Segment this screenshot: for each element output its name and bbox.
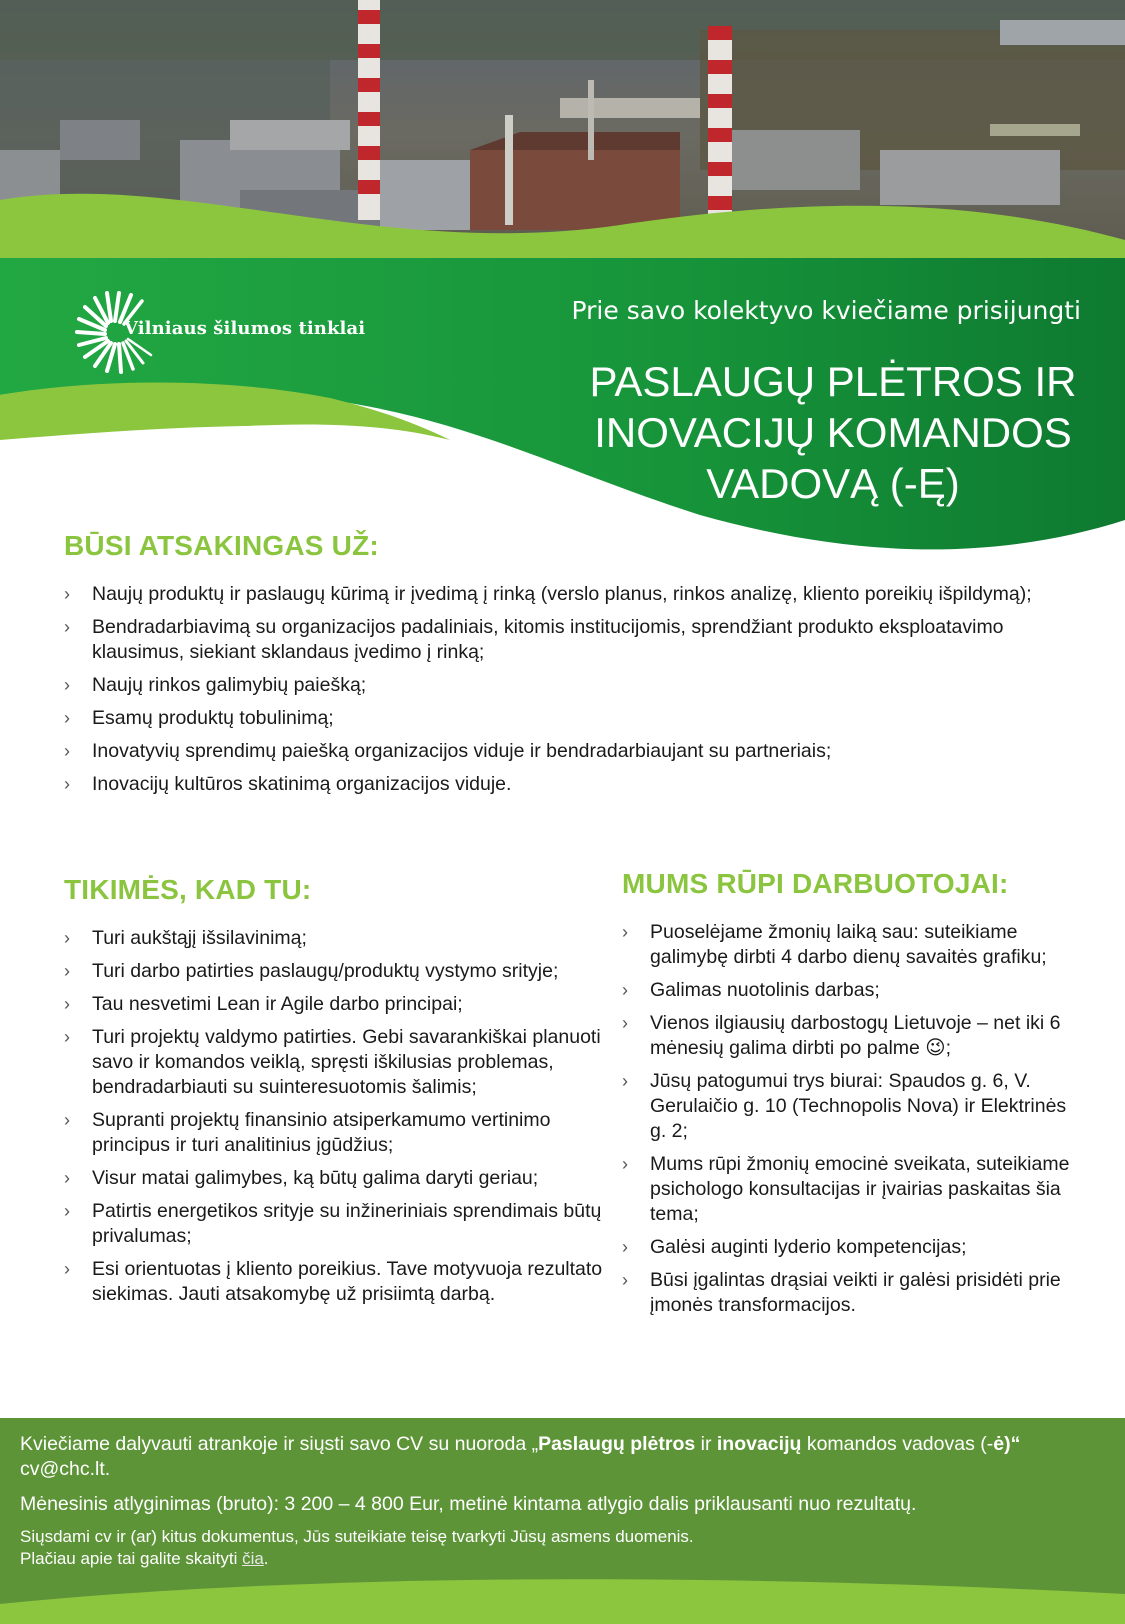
chevron-right-icon: ›: [64, 675, 70, 695]
list-item-text: Galimas nuotolinis darbas;: [650, 979, 880, 1001]
chevron-right-icon: ›: [64, 617, 70, 637]
list-item: [622, 1268, 1072, 1318]
list-item: [622, 978, 1072, 1003]
list-item: [64, 1199, 604, 1249]
chevron-right-icon: ›: [64, 774, 70, 794]
footer: [0, 1418, 1125, 1624]
list-item: [622, 1069, 1072, 1144]
chevron-right-icon: ›: [64, 708, 70, 728]
invite-line: Prie savo kolektyvo kviečiame prisijungti: [571, 296, 1081, 325]
list-item: [64, 1166, 604, 1191]
section-heading: BŪSI ATSAKINGAS UŽ:: [64, 530, 379, 561]
expectations-section: [64, 874, 604, 1315]
privacy-period: .: [263, 1549, 269, 1568]
chevron-right-icon: ›: [622, 980, 628, 1000]
apply-position-part: Paslaugų plėtros: [538, 1433, 696, 1455]
job-title: [560, 356, 1106, 509]
chevron-right-icon: ›: [64, 1168, 70, 1188]
list-item: [64, 926, 604, 951]
privacy-line: Plačiau apie tai galite skaityti: [20, 1549, 243, 1568]
responsibilities-section: [64, 530, 1074, 805]
responsibilities-list: [64, 582, 1074, 797]
apply-email[interactable]: cv@chc.lt.: [20, 1458, 111, 1480]
list-item-text: Supranti projektų finansinio atsiperkamumo vertinimo principus ir turi analitinius įgūdžius;: [92, 1109, 551, 1156]
chevron-right-icon: ›: [64, 928, 70, 948]
list-item-text: Bendradarbiavimą su organizacijos padaliniais, kitomis institucijomis, sprendžiant produkto eksploatavimo klausimus, siekiant sklandaus įvedimo į rinką;: [92, 616, 1004, 663]
chevron-right-icon: ›: [622, 1237, 628, 1257]
list-item: [622, 1011, 1072, 1061]
chevron-right-icon: ›: [64, 1110, 70, 1130]
list-item: [622, 1152, 1072, 1227]
privacy-line: Siųsdami cv ir (ar) kitus dokumentus, Jūs suteikiate teisę tvarkyti Jūsų asmens duomenis.: [20, 1527, 694, 1546]
chevron-right-icon: ›: [622, 1071, 628, 1091]
list-item-text: Mums rūpi žmonių emocinė sveikata, suteikiame psichologo konsultacijas ir įvairias paskaitas šia tema;: [650, 1153, 1070, 1225]
chevron-right-icon: ›: [622, 922, 628, 942]
apply-text: [20, 1432, 1110, 1482]
list-item: [64, 772, 1074, 797]
job-title-line: VADOVĄ (-Ę): [706, 460, 960, 507]
chevron-right-icon: ›: [622, 1270, 628, 1290]
benefits-section: [622, 868, 1072, 1326]
chimney: [358, 0, 380, 220]
list-item-text: Inovatyvių sprendimų paiešką organizacijos viduje ir bendradarbiaujant su partneriais;: [92, 740, 832, 762]
job-title-line: INOVACIJŲ KOMANDOS: [594, 409, 1072, 456]
chevron-right-icon: ›: [64, 1201, 70, 1221]
list-item: [64, 1025, 604, 1100]
chevron-right-icon: ›: [622, 1154, 628, 1174]
job-title-line: PASLAUGŲ PLĖTROS IR: [589, 358, 1077, 405]
chevron-right-icon: ›: [622, 1013, 628, 1033]
company-logo: [72, 286, 372, 376]
footer-wave: [0, 1564, 1125, 1624]
list-item: [64, 1257, 604, 1307]
list-item-text: Vienos ilgiausių darbostogų Lietuvoje – net iki 6 mėnesių galima dirbti po palme 😉;: [650, 1012, 1061, 1059]
list-item-text: Visur matai galimybes, ką būtų galima daryti geriau;: [92, 1167, 539, 1189]
privacy-note: [20, 1526, 694, 1570]
chimney: [708, 26, 732, 226]
salary-text: Mėnesinis atlyginimas (bruto): 3 200 – 4 800 Eur, metinė kintama atlygio dalis priklausanti nuo rezultatų.: [20, 1493, 917, 1515]
logo-text: Vilniaus šilumos tinklai: [124, 318, 366, 339]
list-item: [622, 1235, 1072, 1260]
list-item-text: Turi projektų valdymo patirties. Gebi savarankiškai planuoti savo ir komandos veiklą, spręsti iškilusias problemas, bendradarbiauti su suinteresuotomis šalimis;: [92, 1026, 601, 1098]
list-item: [64, 582, 1074, 607]
list-item: [64, 615, 1074, 665]
apply-connector: ir: [695, 1433, 717, 1455]
list-item-text: Inovacijų kultūros skatinimą organizacijos viduje.: [92, 773, 512, 795]
benefits-list: [622, 920, 1072, 1318]
list-item-text: Turi darbo patirties paslaugų/produktų vystymo srityje;: [92, 960, 559, 982]
list-item-text: Puoselėjame žmonių laiką sau: suteikiame galimybę dirbti 4 darbo dienų savaitės grafiku;: [650, 921, 1047, 968]
list-item-text: Esi orientuotas į kliento poreikius. Tave motyvuoja rezultato siekimas. Jauti atsakomybę už prisiimtą darbą.: [92, 1258, 603, 1305]
chevron-right-icon: ›: [64, 1027, 70, 1047]
chevron-right-icon: ›: [64, 741, 70, 761]
list-item-text: Jūsų patogumui trys biurai: Spaudos g. 6, V. Gerulaičio g. 10 (Technopolis Nova) ir Elektrinės g. 2;: [650, 1070, 1067, 1142]
list-item: [622, 920, 1072, 970]
apply-position-part: inovacijų: [716, 1433, 802, 1455]
chevron-right-icon: ›: [64, 961, 70, 981]
section-heading: MUMS RŪPI DARBUOTOJAI:: [622, 868, 1009, 899]
list-item-text: Turi aukštąjį išsilavinimą;: [92, 927, 307, 949]
chevron-right-icon: ›: [64, 584, 70, 604]
list-item-text: Naujų rinkos galimybių paiešką;: [92, 674, 367, 696]
section-heading: TIKIMĖS, KAD TU:: [64, 874, 312, 905]
privacy-link[interactable]: čia: [242, 1549, 264, 1568]
apply-connector: komandos vadovas (-: [801, 1433, 994, 1455]
chevron-right-icon: ›: [64, 994, 70, 1014]
apply-position-part: ė)“: [993, 1433, 1021, 1455]
list-item-text: Galėsi auginti lyderio kompetencijas;: [650, 1236, 967, 1258]
list-item: [64, 992, 604, 1017]
apply-prefix: Kviečiame dalyvauti atrankoje ir siųsti savo CV su nuoroda „: [20, 1433, 539, 1455]
list-item: [64, 959, 604, 984]
list-item-text: Patirtis energetikos srityje su inžineriniais sprendimais būtų privalumas;: [92, 1200, 602, 1247]
list-item-text: Naujų produktų ir paslaugų kūrimą ir įvedimą į rinką (verslo planus, rinkos analizę, kliento poreikių išpildymą);: [92, 583, 1032, 605]
list-item-text: Tau nesvetimi Lean ir Agile darbo principai;: [92, 993, 463, 1015]
list-item: [64, 1108, 604, 1158]
list-item: [64, 739, 1074, 764]
list-item: [64, 706, 1074, 731]
chevron-right-icon: ›: [64, 1259, 70, 1279]
hero-banner: [0, 0, 1125, 560]
list-item-text: Esamų produktų tobulinimą;: [92, 707, 334, 729]
list-item: [64, 673, 1074, 698]
list-item-text: Būsi įgalintas drąsiai veikti ir galėsi prisidėti prie įmonės transformacijos.: [650, 1269, 1061, 1316]
expectations-list: [64, 926, 604, 1307]
